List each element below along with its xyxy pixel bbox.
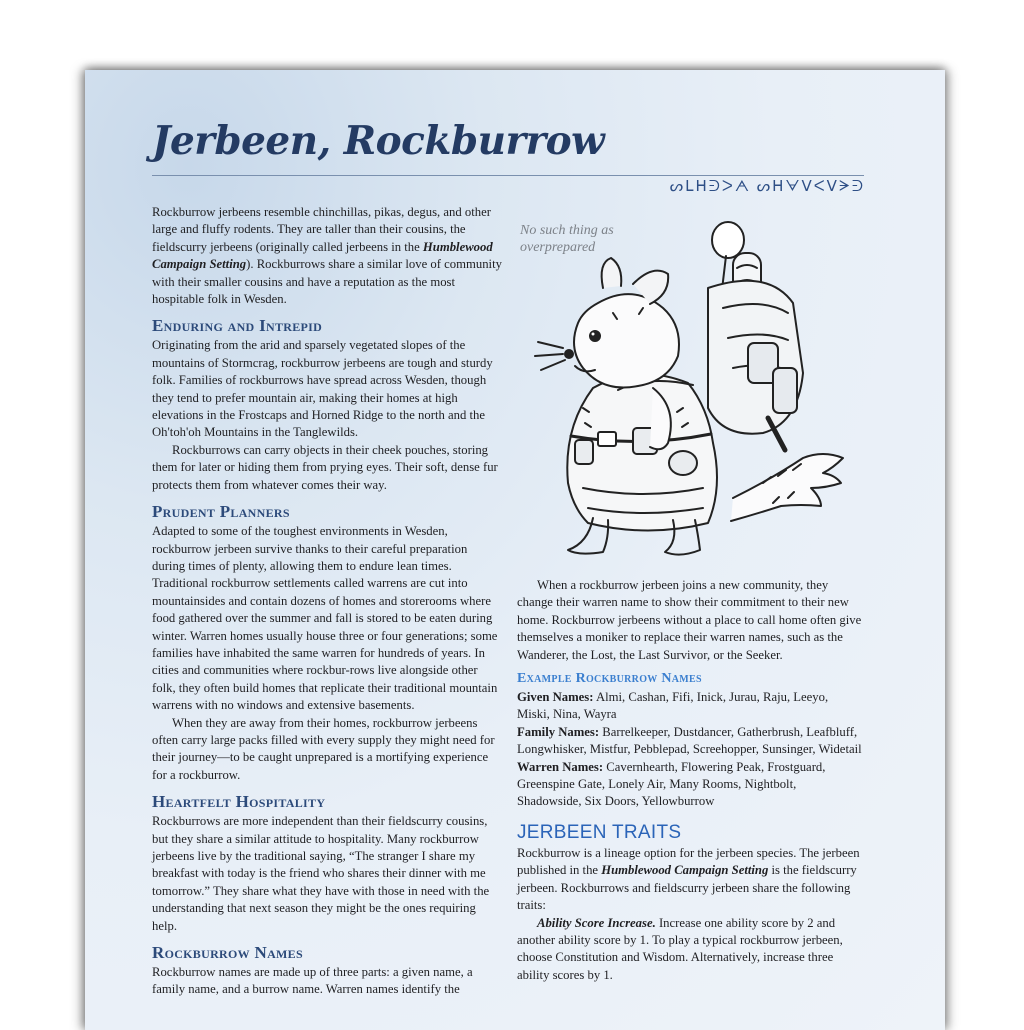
paragraph-prudent-2: When they are away from their homes, rockburrow jerbeens often carry large packs filled with every supply they might need for their journey—to be caught unprepared is a mortifying experience for a rockburrow. xyxy=(152,715,495,782)
paragraph-traits: Rockburrow is a lineage option for the jerbeen species. The jerbeen published in the Humblewood Campaign Setting is the fieldscurry jerbeen. Rockburrows and fieldscurry jerbeen share the following traits: xyxy=(517,845,860,913)
book-title: Humblewood Campaign Setting xyxy=(152,239,493,272)
right-column xyxy=(517,577,862,984)
heading-heartfelt-hospitality: Heartfelt Hospitality xyxy=(152,792,326,812)
ability-score-label: Ability Score Increase. xyxy=(537,915,656,930)
book-title: Humblewood Campaign Setting xyxy=(601,863,769,878)
left-column xyxy=(152,204,502,999)
warren-names-label: Warren Names: xyxy=(517,759,604,774)
family-names: Family Names: Barrelkeeper, Dustdancer, Gatherbrush, Leafbluff, Longwhisker, Mistfur, Pebblepad, Screehopper, Sunsinger, Widetail xyxy=(517,724,862,757)
illustration-caption: No such thing as overprepared xyxy=(520,223,614,255)
rockburrow-jerbeen-illustration xyxy=(523,218,853,573)
paragraph-ability-score: Ability Score Increase. Increase one ability score by 2 and another ability score by 1. To play a typical rockburrow jerbeen, choose Constitution and Wisdom. Alternatively, increase three ability scores by 1. xyxy=(517,915,843,982)
paragraph-enduring-1: Originating from the arid and sparsely vegetated slopes of the mountains of Stormcrag, rockburrow jerbeens are tough and sturdy folk. Families of rockburrows have spread across Wesden, though they tend to prefer mountain air, making their homes at high elevations in the Frostcaps and Horned Ridge to the north and the Oh'toh'oh Mountains in the Tanglewilds. xyxy=(152,338,493,440)
heading-example-names: Example Rockburrow Names xyxy=(517,671,702,687)
paragraph-community: When a rockburrow jerbeen joins a new community, they change their warren name to show their commitment to their new home. Rockburrow jerbeens without a place to call home often give themselves a moniker to replace their warren names, such as the Wanderer, the Lost, the Last Survivor, or the Seeker. xyxy=(517,578,862,662)
heading-prudent-planners: Prudent Planners xyxy=(152,502,290,522)
document-page xyxy=(85,70,945,1030)
title-divider xyxy=(152,175,864,176)
warren-names: Warren Names: Cavernhearth, Flowering Peak, Frostguard, Greenspine Gate, Lonely Air, Many Rooms, Nightbolt, Shadowside, Six Doors, Yellowburrow xyxy=(517,759,826,809)
heading-rockburrow-names: Rockburrow Names xyxy=(152,943,303,963)
paragraph-heartfelt-1: Rockburrows are more independent than their fieldscurry cousins, but they share a similar attitude to hospitality. Many rockburrow jerbeens live by the traditional saying, “The stranger I share my breakfast with today is the friend who shares their dinner with me tomorrow.” They share what they have with those in need with the understanding that next season they might be the ones requiring help. xyxy=(152,814,490,933)
given-names-label: Given Names: xyxy=(517,690,594,705)
family-names-label: Family Names: xyxy=(517,724,600,739)
heading-jerbeen-traits: JERBEEN TRAITS xyxy=(517,821,682,843)
heading-enduring-and-intrepid: Enduring and Intrepid xyxy=(152,316,323,336)
page-title: Jerbeen, Rockburrow xyxy=(152,118,605,164)
paragraph-enduring-2: Rockburrows can carry objects in their cheek pouches, storing them for later or hiding them from prying eyes. Their soft, dense fur protects them from whatever comes their way. xyxy=(152,442,498,492)
paragraph-prudent-1: Adapted to some of the toughest environments in Wesden, rockburrow jerbeen survive thanks to their careful preparation during times of plenty, allowing them to endure lean times. Traditional rockburrow settlements called warrens are cut into mountainsides and contain dozens of homes and storerooms where food gathered over the summer and fall is stored to be eaten during winter. Warren homes usually house three or four generations; some families have inhabited the same warren for hundreds of years. In cities and communities where rockbur-rows live alongside other folk, they often build homes that replicate their traditional mountain warrens with no windows and extensive basements. xyxy=(152,524,498,713)
given-names: Given Names: Almi, Cashan, Fifi, Inick, Jurau, Raju, Leeyo, Miski, Nina, Wayra xyxy=(517,690,829,722)
rune-inscription: ᔕᒪᕼᕭᐳᗅ ᔕᕼᗄᐯᐸᐯᗒᕭ xyxy=(669,179,865,195)
paragraph-names-1: Rockburrow names are made up of three parts: a given name, a family name, and a burrow name. Warren names identify the xyxy=(152,965,473,997)
intro-paragraph: Rockburrow jerbeens resemble chinchillas, pikas, degus, and other large and fluffy rodents. They are taller than their cousins, the fieldscurry jerbeens (originally called jerbeens in the Humblewood Campaign Setting). Rockburrows share a similar love of community with their smaller cousins and have a reputation as the most hospitable folk in Wesden. xyxy=(152,205,502,307)
